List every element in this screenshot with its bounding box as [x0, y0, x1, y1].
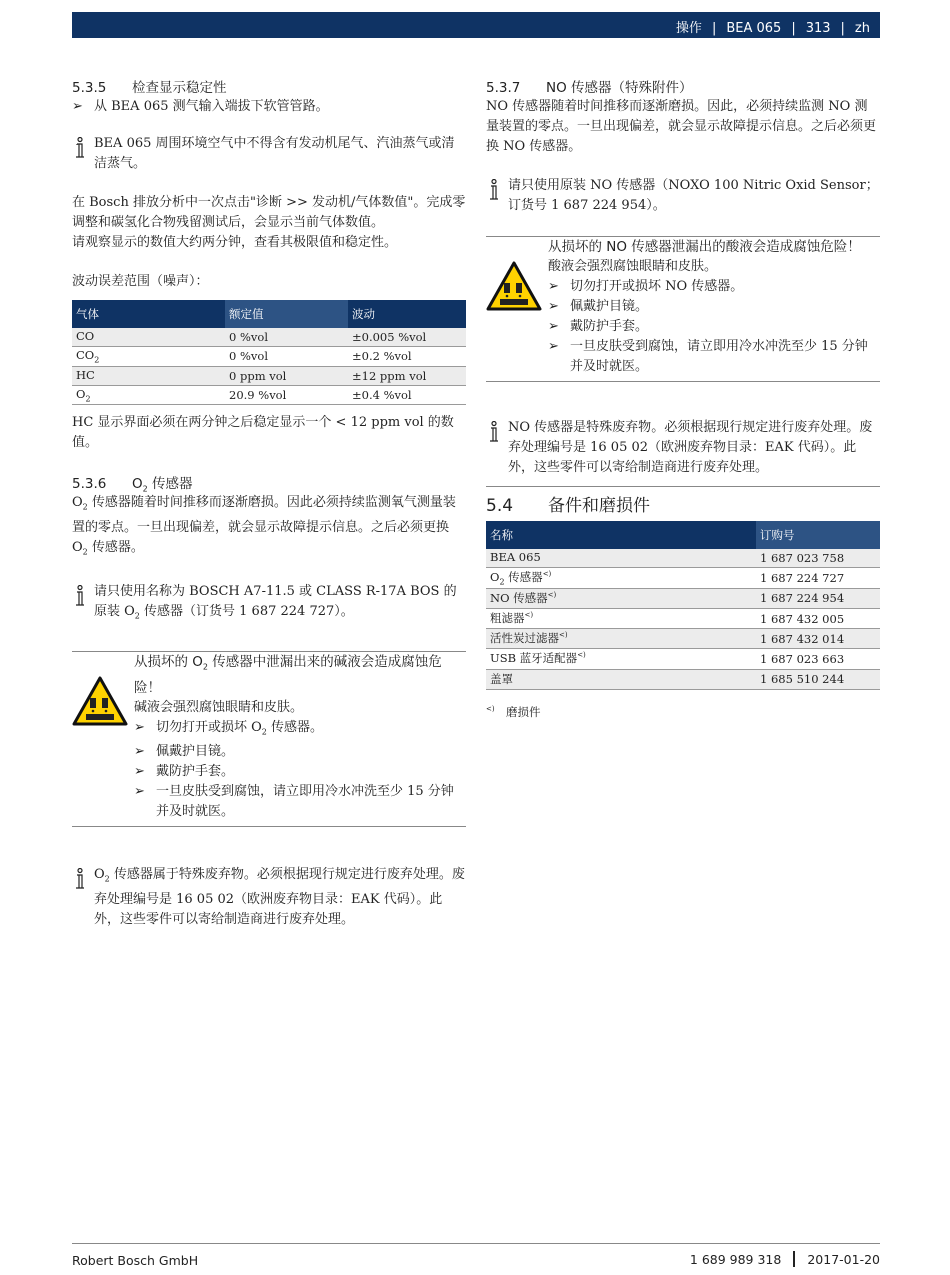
right-column	[486, 76, 880, 720]
paragraph: $O_2$ 传感器随着时间推移而逐渐磨损。因此必须持续监测氧气测量装置的零点。一旦出现偏差，就会显示故障提示信息。之后必须更换 $O_2$ 传感器。	[72, 495, 456, 557]
step-item: ➢ 从 BEA 065 测气输入端拔下软管管路。	[72, 97, 466, 117]
page-footer	[72, 1243, 880, 1268]
table-cell: $O_2$	[72, 385, 225, 404]
note-text: 请只使用原装 NO 传感器（NOXO 100 Nitric Oxid Sensor；订货号 1 687 224 954）。	[508, 178, 879, 213]
info-icon	[74, 137, 86, 159]
footer-divider	[793, 1251, 795, 1267]
table-cell: 1 685 510 244	[756, 669, 880, 689]
table-cell: CO	[72, 328, 225, 347]
section-number: 5.3.6	[72, 476, 107, 493]
warning-item: ➢ 切勿打开或损坏 $O_2$ 传感器。	[134, 718, 466, 743]
table-cell: 1 687 432 014	[756, 629, 880, 649]
table-cell: 1 687 023 663	[756, 649, 880, 669]
table-row	[72, 366, 466, 385]
footer-docno: 1 689 989 318	[689, 1252, 782, 1267]
warning-item: ➢ 一旦皮肤受到腐蚀，请立即用冷水冲洗至少 15 分钟并及时就医。	[134, 782, 466, 822]
table-cell: $O_2$ 传感器<)	[486, 568, 756, 588]
footer-company: Robert Bosch GmbH	[72, 1253, 199, 1268]
table-cell: 盖罩	[486, 669, 756, 689]
paragraph: NO 传感器随着时间推移而逐渐磨损。因此，必须持续监测 NO 测量装置的零点。一旦出现偏差，就会显示故障提示信息。之后必须更换 NO 传感器。	[486, 99, 877, 154]
section-title: 备件和磨损件	[548, 496, 650, 516]
table-row	[72, 347, 466, 366]
paragraph: 波动误差范围（噪声）：	[72, 274, 209, 289]
table-header: 气体	[72, 300, 225, 328]
table-header: 额定值	[225, 300, 348, 328]
info-note	[72, 582, 466, 627]
table-cell: ±0.4 %vol	[348, 385, 466, 404]
table-cell: 1 687 224 954	[756, 588, 880, 608]
table-cell: ±0.2 %vol	[348, 347, 466, 366]
warning-desc: 碱液会强烈腐蚀眼睛和皮肤。	[134, 699, 304, 715]
table-cell: 0 ppm vol	[225, 366, 348, 385]
header-lang: zh	[854, 21, 870, 36]
note-text: 请只使用名称为 BOSCH A7-11.5 或 CLASS R-17A BOS 的原装 $O_2$ 传感器（订货号 1 687 224 727）。	[94, 584, 457, 621]
corrosion-warning-icon	[486, 261, 542, 311]
section-title: 检查显示稳定性	[132, 80, 227, 96]
section-heading-54	[486, 486, 880, 521]
table-cell: 1 687 023 758	[756, 549, 880, 568]
info-note	[486, 176, 880, 216]
table-header: 名称	[486, 521, 756, 549]
table-cell: HC	[72, 366, 225, 385]
note-text: NO 传感器是特殊废弃物。必须根据现行规定进行废弃处理。废弃处理编号是 16 05 02（欧洲废弃物目录：EAK 代码）。此外，这些零件可以寄给制造商进行废弃处理。	[508, 420, 873, 475]
header-text: 操作 | BEA 065 | 313 | zh	[675, 21, 870, 36]
warning-title: 从损坏的 $O_2$ 传感器中泄漏出来的碱液会造成腐蚀危险！	[134, 653, 442, 696]
table-cell: USB 蓝牙适配器<)	[486, 649, 756, 669]
section-heading-536	[72, 472, 466, 494]
table-cell: 20.9 %vol	[225, 385, 348, 404]
info-note	[72, 134, 466, 174]
footnote	[486, 704, 880, 720]
footnote-mark: <)	[486, 705, 495, 714]
info-icon	[488, 179, 500, 201]
table-header-row	[72, 300, 466, 328]
table-row	[486, 549, 880, 568]
table-row	[72, 328, 466, 347]
footer-right	[690, 1251, 880, 1267]
table-cell: 粗滤器<)	[486, 608, 756, 628]
warning-item: ➢ 一旦皮肤受到腐蚀，请立即用冷水冲洗至少 15 分钟并及时就医。	[548, 337, 880, 377]
table-cell: ±0.005 %vol	[348, 328, 466, 347]
note-text: $O_2$ 传感器属于特殊废弃物。必须根据现行规定进行废弃处理。废弃处理编号是 16 05 02（欧洲废弃物目录：EAK 代码）。此外，这些零件可以寄给制造商进行废弃处理。	[94, 867, 465, 927]
warning-item: ➢ 切勿打开或损坏 NO 传感器。	[548, 277, 880, 297]
table-row	[486, 669, 880, 689]
table-row	[486, 608, 880, 628]
section-number: 5.3.5	[72, 80, 107, 96]
info-icon	[74, 868, 86, 890]
table-cell: 0 %vol	[225, 347, 348, 366]
section-number: 5.3.7	[486, 80, 521, 96]
table-header-row	[486, 521, 880, 549]
header-section: 操作	[675, 21, 702, 36]
table-cell: 活性炭过滤器<)	[486, 629, 756, 649]
paragraph: HC 显示界面必须在两分钟之后稳定显示一个 < 12 ppm vol 的数值。	[72, 415, 454, 451]
section-title: $O_2$ 传感器	[132, 476, 193, 494]
section-heading-537	[486, 76, 880, 95]
header-page: 313	[805, 21, 831, 36]
table-cell: BEA 065	[486, 549, 756, 568]
section-heading-535	[72, 76, 466, 95]
info-note	[486, 418, 880, 478]
table-header: 订购号	[756, 521, 880, 549]
noise-table	[72, 300, 466, 405]
warning-desc: 酸液会强烈腐蚀眼睛和皮肤。	[548, 259, 718, 274]
table-cell: $CO_2$	[72, 347, 225, 366]
paragraph: 请观察显示的数值大约两分钟，查看其极限值和稳定性。	[72, 235, 398, 250]
header-product: BEA 065	[726, 21, 782, 36]
table-cell: 0 %vol	[225, 328, 348, 347]
warning-box	[72, 651, 466, 827]
table-row	[72, 385, 466, 404]
table-row	[486, 568, 880, 588]
info-icon	[74, 585, 86, 607]
table-row	[486, 629, 880, 649]
table-cell: ±12 ppm vol	[348, 366, 466, 385]
section-number: 5.4	[486, 496, 514, 516]
warning-item: ➢ 佩戴护目镜。	[134, 742, 466, 762]
warning-box	[486, 236, 880, 382]
table-cell: NO 传感器<)	[486, 588, 756, 608]
footer-date: 2017-01-20	[807, 1252, 880, 1267]
warning-item: ➢ 戴防护手套。	[134, 762, 466, 782]
footnote-text: 磨损件	[506, 705, 541, 720]
info-note	[72, 865, 466, 930]
paragraph: 在 Bosch 排放分析中一次点击"诊断 >> 发动机/气体数值"。完成零调整和碳氢化合物残留测试后，会显示当前气体数值。	[72, 195, 466, 230]
spare-parts-table	[486, 521, 880, 690]
table-cell: 1 687 432 005	[756, 608, 880, 628]
table-row	[486, 588, 880, 608]
table-cell: 1 687 224 727	[756, 568, 880, 588]
left-column	[72, 76, 466, 930]
table-header: 波动	[348, 300, 466, 328]
warning-item: ➢ 戴防护手套。	[548, 317, 880, 337]
section-title: NO 传感器（特殊附件）	[546, 80, 693, 96]
corrosion-warning-icon	[72, 676, 128, 726]
header-bar	[72, 12, 880, 38]
warning-title: 从损坏的 NO 传感器泄漏出的酸液会造成腐蚀危险！	[548, 239, 861, 255]
note-text: BEA 065 周围环境空气中不得含有发动机尾气、汽油蒸气或清洁蒸气。	[94, 136, 455, 171]
warning-item: ➢ 佩戴护目镜。	[548, 297, 880, 317]
info-icon	[488, 421, 500, 443]
table-row	[486, 649, 880, 669]
